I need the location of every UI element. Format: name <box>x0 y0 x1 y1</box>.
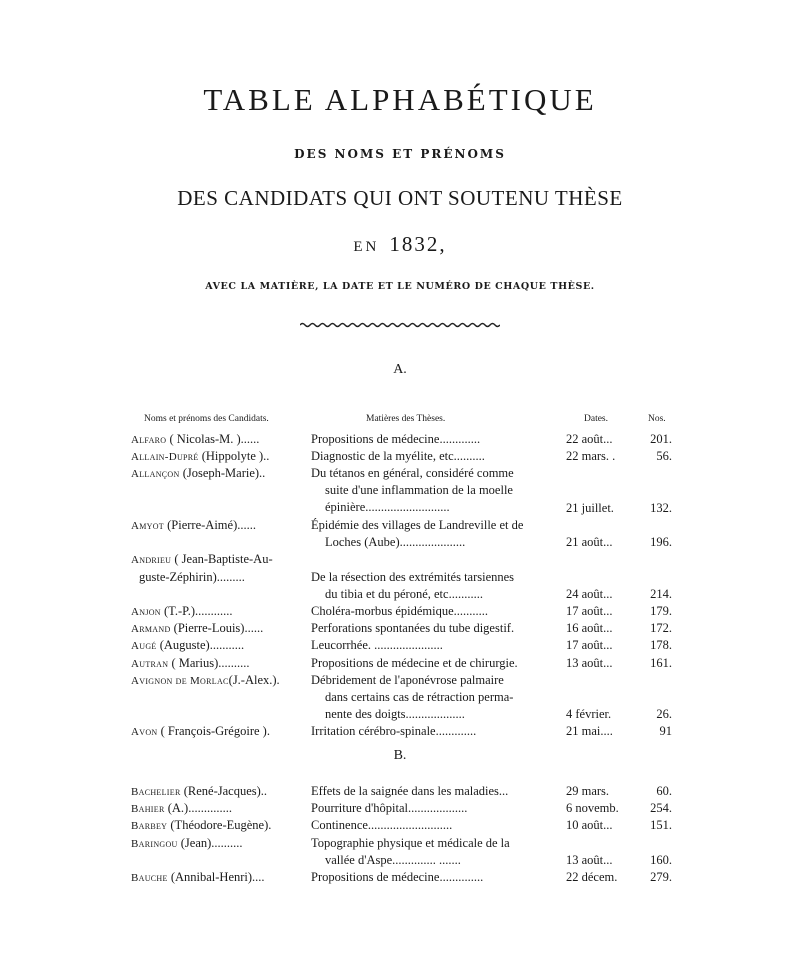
thesis-subject-line: De la résection des extrémités tarsiennes <box>311 569 515 584</box>
table-row <box>0 835 800 869</box>
candidate-name <box>131 783 303 801</box>
candidate-surname: Armand <box>131 623 171 636</box>
candidate-given-names: ( Nicolas-M. )...... <box>166 432 260 446</box>
table-row <box>0 465 800 517</box>
candidate-given-names: (Auguste)........... <box>156 638 245 653</box>
thesis-subject-line: Propositions de médecine.............. <box>311 870 484 884</box>
thesis-subject <box>311 655 559 672</box>
page-title: TABLE ALPHABÉTIQUE <box>203 82 597 117</box>
thesis-date: 13 août... <box>566 655 613 670</box>
candidate-name <box>131 620 303 638</box>
subtitle-contents: AVEC LA MATIÈRE, LA DATE ET LE NUMÉRO DE CHAQUE THÈSE. <box>205 281 595 292</box>
thesis-subject-line: Du tétanos en général, considéré comme <box>311 466 514 481</box>
thesis-subject-line: Épidémie des villages de Landreville et de <box>311 518 524 532</box>
candidate-surname: Anjon <box>131 606 161 618</box>
table-row <box>0 655 800 672</box>
candidate-given-names: (Joseph-Marie).. <box>179 466 266 481</box>
candidate-name <box>131 465 303 483</box>
candidate-name <box>131 723 303 741</box>
section-letter-a: A. <box>393 362 407 377</box>
column-header-subjects: Matières des Thèses. <box>366 414 446 424</box>
candidate-given-names: (Annibal-Henri).... <box>167 870 265 884</box>
table-row <box>0 431 800 448</box>
thesis-number: 91 <box>659 724 672 739</box>
thesis-subject-line: Effets de la saignée dans les maladies... <box>311 784 509 798</box>
candidate-name <box>131 655 303 673</box>
thesis-subject-line: Pourriture d'hôpital................... <box>311 801 468 816</box>
candidate-name <box>131 672 303 690</box>
candidate-given-names: (Pierre-Louis)...... <box>170 621 264 636</box>
thesis-subject <box>311 569 559 603</box>
thesis-number: 60. <box>656 784 672 798</box>
thesis-subject <box>311 869 559 886</box>
thesis-number: 172. <box>650 621 672 636</box>
candidate-surname: Andrieu <box>131 554 172 567</box>
thesis-number: 279. <box>650 870 672 884</box>
thesis-subject <box>311 672 559 723</box>
thesis-date: 17 août... <box>566 604 613 618</box>
candidate-surname: Bahier <box>131 803 165 816</box>
thesis-subject <box>311 620 559 637</box>
thesis-subject-line: Continence........................... <box>311 818 453 833</box>
thesis-date: 21 août... <box>566 535 613 550</box>
thesis-subject-line: Propositions de médecine............. <box>311 432 481 446</box>
thesis-number: 26. <box>656 707 672 722</box>
thesis-subject <box>311 783 559 800</box>
subtitle-year <box>0 232 800 257</box>
thesis-subject <box>311 448 559 465</box>
thesis-number: 132. <box>650 500 672 515</box>
candidate-name <box>131 551 303 586</box>
table-row <box>0 448 800 465</box>
candidate-name <box>131 431 303 449</box>
table-row <box>0 551 800 601</box>
candidate-surname: Baringou <box>131 837 178 850</box>
thesis-date: 21 mai.... <box>566 724 613 739</box>
thesis-date: 22 décem. <box>566 870 618 884</box>
candidate-surname: Bauche <box>131 872 168 884</box>
thesis-date: 10 août... <box>566 818 613 833</box>
candidate-given-names: (T.-P.)............ <box>160 604 233 618</box>
candidate-surname: Allançon <box>131 468 180 481</box>
thesis-subject <box>311 465 559 516</box>
thesis-date: 4 février. <box>566 707 612 722</box>
decorative-rule <box>300 322 500 328</box>
table-row <box>0 800 800 817</box>
subtitle-names: DES NOMS ET PRÉNOMS <box>294 147 506 161</box>
thesis-subject <box>311 637 559 654</box>
candidate-surname: Amyot <box>131 520 164 532</box>
thesis-number: 161. <box>650 655 672 670</box>
candidate-given-names: ( François-Grégoire ). <box>157 724 270 739</box>
thesis-subject <box>311 800 559 817</box>
thesis-date: 16 août... <box>566 621 613 636</box>
thesis-subject-line: dans certains cas de rétraction perma- <box>325 689 514 704</box>
thesis-subject-line: Choléra-morbus épidémique........... <box>311 604 489 618</box>
subtitle-candidates: DES CANDIDATS QUI ONT SOUTENU THÈSE <box>177 186 623 210</box>
candidate-name <box>131 869 303 887</box>
thesis-subject-line: Loches (Aube)..................... <box>325 535 466 549</box>
candidate-name <box>131 448 303 466</box>
table-row <box>0 672 800 724</box>
thesis-subject-line: suite d'une inflammation de la moelle <box>325 483 513 498</box>
candidate-name <box>131 817 303 835</box>
candidate-name-continued: guste-Zéphirin)......... <box>139 570 245 585</box>
table-row <box>0 723 800 740</box>
thesis-date: 13 août... <box>566 852 613 867</box>
thesis-subject-line: épinière........................... <box>325 500 450 515</box>
section-letter-b: B. <box>393 748 407 763</box>
candidate-name <box>131 603 303 621</box>
thesis-number: 179. <box>650 604 672 618</box>
column-header-dates: Dates. <box>584 414 609 424</box>
candidate-surname: Avignon de Morlac <box>131 674 229 687</box>
thesis-subject-line: Irritation cérébro-spinale............. <box>311 724 477 739</box>
thesis-date: 22 août... <box>566 432 613 446</box>
table-row <box>0 637 800 654</box>
thesis-date: 6 novemb. <box>566 801 619 816</box>
candidate-given-names: (A.).............. <box>164 801 232 816</box>
thesis-date: 22 mars. . <box>566 449 616 464</box>
candidate-given-names: (J.-Alex.). <box>228 672 280 687</box>
thesis-subject <box>311 603 559 620</box>
thesis-subject <box>311 817 559 834</box>
candidate-given-names: ( Marius).......... <box>168 655 250 670</box>
table-row <box>0 517 800 551</box>
column-header-names: Noms et prénoms des Candidats. <box>144 414 269 424</box>
thesis-date: 29 mars. <box>566 784 610 798</box>
thesis-subject <box>311 835 559 869</box>
candidate-surname: Bachelier <box>131 786 181 798</box>
table-row <box>0 783 800 800</box>
thesis-subject <box>311 723 559 740</box>
candidate-given-names: (Jean).......... <box>177 835 243 850</box>
column-header-numbers: Nos. <box>648 414 666 424</box>
candidate-given-names: (Pierre-Aimé)...... <box>164 518 256 532</box>
thesis-subject-line: Leucorrhée. ...................... <box>311 638 443 653</box>
candidate-surname: Augé <box>131 640 157 653</box>
thesis-number: 56. <box>656 449 672 464</box>
table-row <box>0 603 800 620</box>
thesis-date: 24 août... <box>566 586 613 601</box>
thesis-subject-line: nente des doigts................... <box>325 706 465 721</box>
year-prefix: EN <box>353 239 380 255</box>
candidate-name <box>131 835 303 853</box>
candidate-surname: Allain-Dupré <box>131 451 199 464</box>
candidate-given-names: ( Jean-Baptiste-Au- <box>171 552 273 567</box>
thesis-subject-line: Perforations spontanées du tube digestif. <box>311 621 515 636</box>
candidate-name <box>131 637 303 655</box>
table-row <box>0 817 800 834</box>
thesis-subject-line: Topographie physique et médicale de la <box>311 835 510 850</box>
table-row <box>0 620 800 637</box>
thesis-subject-line: Propositions de médecine et de chirurgie. <box>311 655 518 670</box>
thesis-number: 254. <box>650 801 672 816</box>
thesis-subject <box>311 431 559 448</box>
thesis-subject-line: Diagnostic de la myélite, etc.......... <box>311 449 485 464</box>
thesis-number: 201. <box>650 432 672 446</box>
candidate-given-names: (Hippolyte ).. <box>198 449 270 464</box>
thesis-number: 196. <box>650 535 672 550</box>
candidate-given-names: (René-Jacques).. <box>180 784 268 798</box>
candidate-surname: Alfaro <box>131 434 167 446</box>
thesis-date: 21 juillet. <box>566 500 614 515</box>
thesis-number: 160. <box>650 852 672 867</box>
thesis-subject-line: vallée d'Aspe.............. ....... <box>325 852 461 867</box>
candidate-surname: Barbey <box>131 820 168 833</box>
thesis-number: 178. <box>650 638 672 653</box>
candidate-given-names: (Théodore-Eugène). <box>167 818 272 833</box>
thesis-number: 214. <box>650 586 672 601</box>
candidate-surname: Avon <box>131 726 158 739</box>
thesis-subject-line: Débridement de l'aponévrose palmaire <box>311 672 504 687</box>
thesis-subject-line: du tibia et du péroné, etc........... <box>325 586 483 601</box>
candidate-name <box>131 517 303 535</box>
thesis-number: 151. <box>650 818 672 833</box>
table-row <box>0 869 800 886</box>
year-value: 1832, <box>389 232 447 256</box>
thesis-date: 17 août... <box>566 638 613 653</box>
candidate-surname: Autran <box>131 657 169 670</box>
thesis-subject <box>311 517 559 551</box>
candidate-name <box>131 800 303 818</box>
